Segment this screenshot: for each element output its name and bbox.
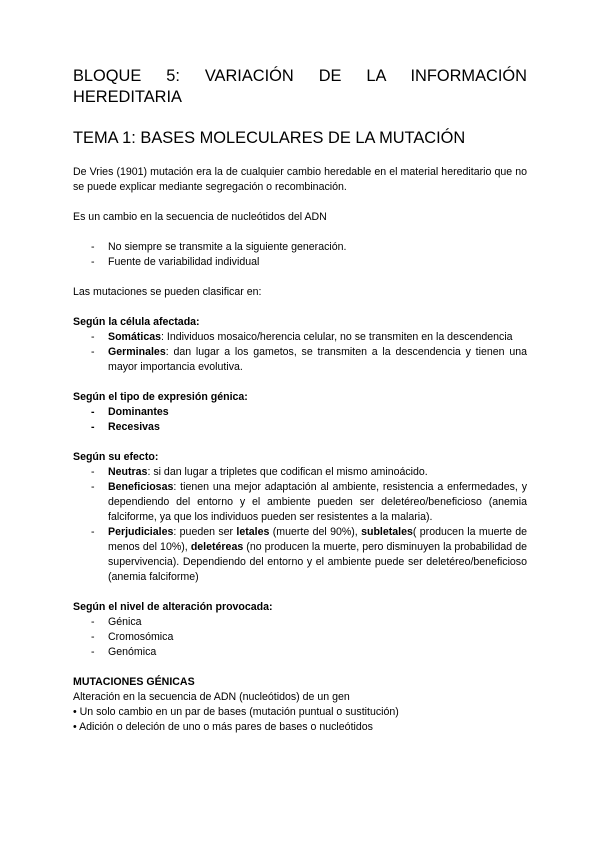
- term-text: : tienen una mejor adaptación al ambiente, resistencia a enfermedades, y dependiendo del entorno y el ambiente pueden ser deletéreo/beneficioso (anemia falciforme, ya que los individuos pueden ser resistentes a la malaria).: [108, 481, 527, 523]
- level-list: [73, 615, 527, 660]
- list-item: - Recesivas: [73, 420, 527, 435]
- section-heading-genicas: MUTACIONES GÉNICAS: [73, 676, 195, 688]
- term: Beneficiosas: [108, 481, 174, 493]
- expression-list: [73, 405, 527, 435]
- definition-list: [73, 240, 527, 270]
- classify-intro: Las mutaciones se pueden clasificar en:: [73, 286, 262, 298]
- list-item: [73, 330, 527, 345]
- section-heading-cell: Según la célula afectada:: [73, 316, 200, 328]
- term: deletéreas: [190, 541, 244, 553]
- term-text: : Individuos mosaico/herencia celular, no se transmiten en la descendencia: [161, 331, 513, 343]
- list-item: [73, 480, 527, 525]
- list-item: [73, 465, 527, 480]
- term: subletales: [361, 526, 413, 538]
- topic-title: TEMA 1: BASES MOLECULARES DE LA MUTACIÓN: [73, 129, 466, 147]
- list-item: - Dominantes: [73, 405, 527, 420]
- term-text: : pueden ser: [173, 526, 237, 538]
- term-text: (muerte del 90%),: [269, 526, 362, 538]
- list-item: [73, 525, 527, 585]
- list-item: - Genómica: [73, 645, 527, 660]
- term-text: : dan lugar a los gametos, se transmiten a la descendencia y tienen una mayor importancia evolutiva.: [108, 346, 527, 373]
- document-title: [73, 66, 527, 108]
- section-heading-effect: Según su efecto:: [73, 451, 159, 463]
- title-line-1: BLOQUE 5: VARIACIÓN DE LA INFORMACIÓN: [73, 67, 527, 85]
- section-heading-expression: Según el tipo de expresión génica:: [73, 391, 248, 403]
- title-line-2: HEREDITARIA: [73, 88, 182, 106]
- term: Germinales: [108, 346, 166, 358]
- term: Somáticas: [108, 331, 161, 343]
- term: Neutras: [108, 466, 148, 478]
- term-text: : si dan lugar a tripletes que codifican el mismo aminoácido.: [147, 466, 428, 478]
- definition-paragraph: Es un cambio en la secuencia de nucleótidos del ADN: [73, 211, 327, 223]
- term: Perjudiciales: [108, 526, 174, 538]
- list-item: - No siempre se transmite a la siguiente generación.: [73, 240, 527, 255]
- intro-paragraph: De Vries (1901) mutación era la de cualquier cambio heredable en el material hereditario que no se puede explicar mediante segregación o recombinación.: [73, 166, 527, 193]
- genicas-definition: Alteración en la secuencia de ADN (nucleótidos) de un gen: [73, 691, 350, 703]
- list-item: - Fuente de variabilidad individual: [73, 255, 527, 270]
- term: letales: [236, 526, 270, 538]
- term-text: ( producen la muerte de menos del 10%),: [108, 526, 527, 553]
- list-item: [73, 345, 527, 375]
- effect-list: [73, 465, 527, 585]
- term-text: (no producen la muerte, pero disminuyen la probabilidad de supervivencia). Dependiendo del entorno y el ambiente puede ser deletéreo/beneficioso (anemia falciforme): [108, 541, 527, 583]
- genicas-bullet: • Un solo cambio en un par de bases (mutación puntual o sustitución): [73, 706, 399, 718]
- list-item: - Génica: [73, 615, 527, 630]
- genicas-bullet: • Adición o deleción de uno o más pares de bases o nucleótidos: [73, 721, 373, 733]
- list-item: - Cromosómica: [73, 630, 527, 645]
- cell-list: [73, 330, 527, 375]
- section-heading-level: Según el nivel de alteración provocada:: [73, 601, 273, 613]
